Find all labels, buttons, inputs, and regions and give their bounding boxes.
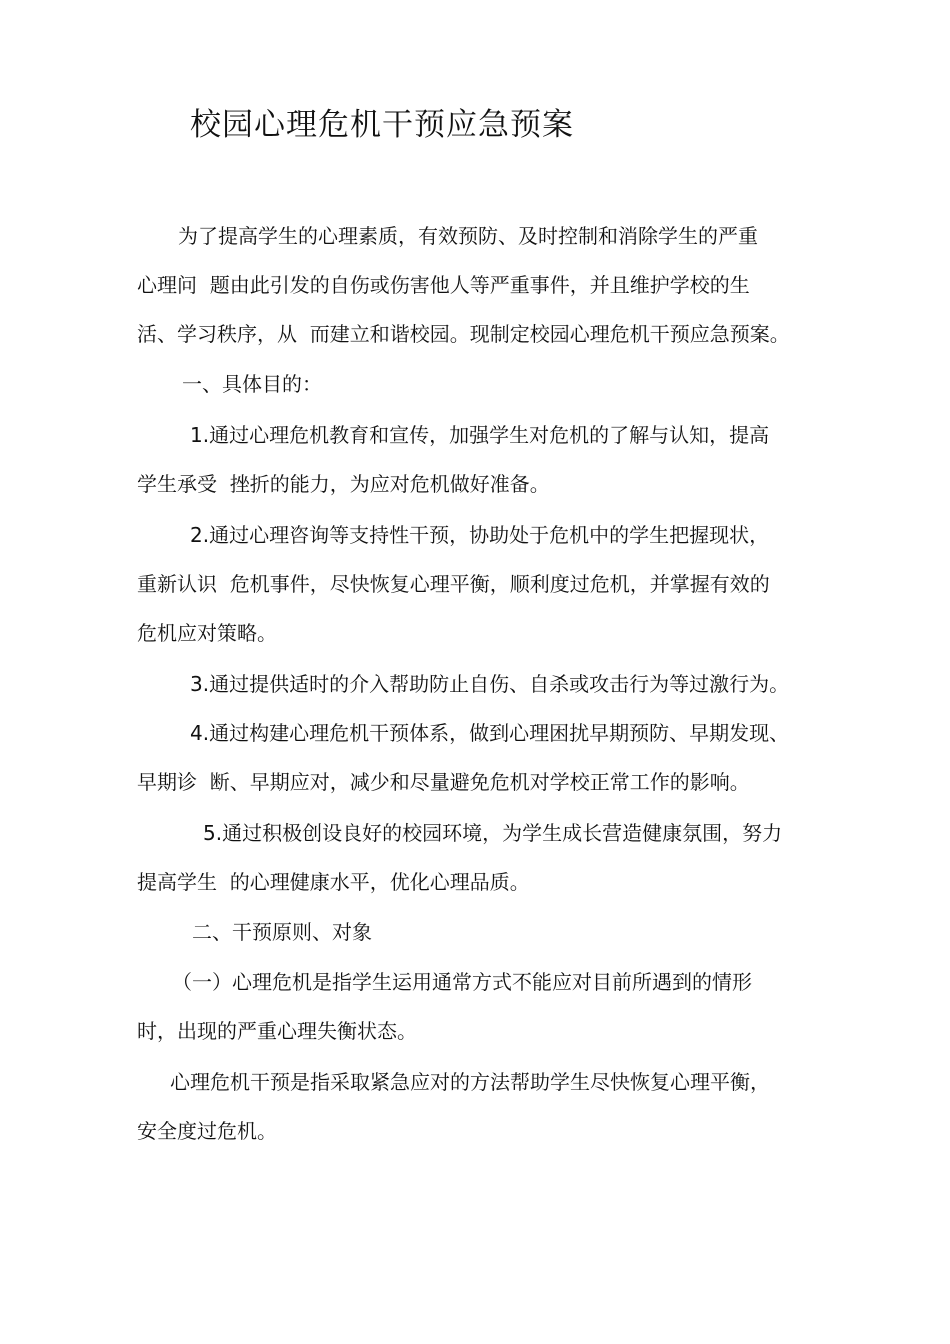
paragraph-line: 提高学生 的心理健康水平，优化心理品质。 bbox=[137, 870, 530, 894]
section-heading: 二、干预原则、对象 bbox=[192, 920, 372, 944]
paragraph-line: 为了提高学生的心理素质，有效预防、及时控制和消除学生的严重 bbox=[178, 224, 758, 248]
paragraph-line: 2.通过心理咨询等支持性干预，协助处于危机中的学生把握现状， bbox=[190, 523, 770, 547]
paragraph-line: 重新认识 危机事件，尽快恢复心理平衡，顺利度过危机，并掌握有效的 bbox=[137, 572, 770, 596]
paragraph-line: 安全度过危机。 bbox=[137, 1119, 277, 1143]
paragraph-line: 1.通过心理危机教育和宣传，加强学生对危机的了解与认知，提高 bbox=[190, 423, 770, 447]
paragraph-line: 学生承受 挫折的能力，为应对危机做好准备。 bbox=[137, 472, 550, 496]
paragraph-line: 5.通过积极创设良好的校园环境，为学生成长营造健康氛围，努力 bbox=[203, 821, 783, 845]
paragraph-line: 危机应对策略。 bbox=[137, 621, 277, 645]
paragraph-line: 活、学习秩序，从 而建立和谐校园。现制定校园心理危机干预应急预案。 bbox=[137, 322, 790, 346]
paragraph-line: 时，出现的严重心理失衡状态。 bbox=[137, 1019, 417, 1043]
paragraph-line: （一）心理危机是指学生运用通常方式不能应对目前所遇到的情形 bbox=[172, 970, 752, 994]
paragraph-line: 心理问 题由此引发的自伤或伤害他人等严重事件，并且维护学校的生 bbox=[137, 273, 750, 297]
paragraph-line: 3.通过提供适时的介入帮助防止自伤、自杀或攻击行为等过激行为。 bbox=[190, 672, 790, 696]
paragraph-line: 早期诊 断、早期应对，减少和尽量避免危机对学校正常工作的影响。 bbox=[137, 770, 750, 794]
document-title: 校园心理危机干预应急预案 bbox=[190, 107, 574, 143]
paragraph-line: 心理危机干预是指采取紧急应对的方法帮助学生尽快恢复心理平衡， bbox=[170, 1070, 770, 1094]
section-heading: 一、具体目的： bbox=[182, 372, 322, 396]
paragraph-line: 4.通过构建心理危机干预体系，做到心理困扰早期预防、早期发现、 bbox=[190, 721, 790, 745]
